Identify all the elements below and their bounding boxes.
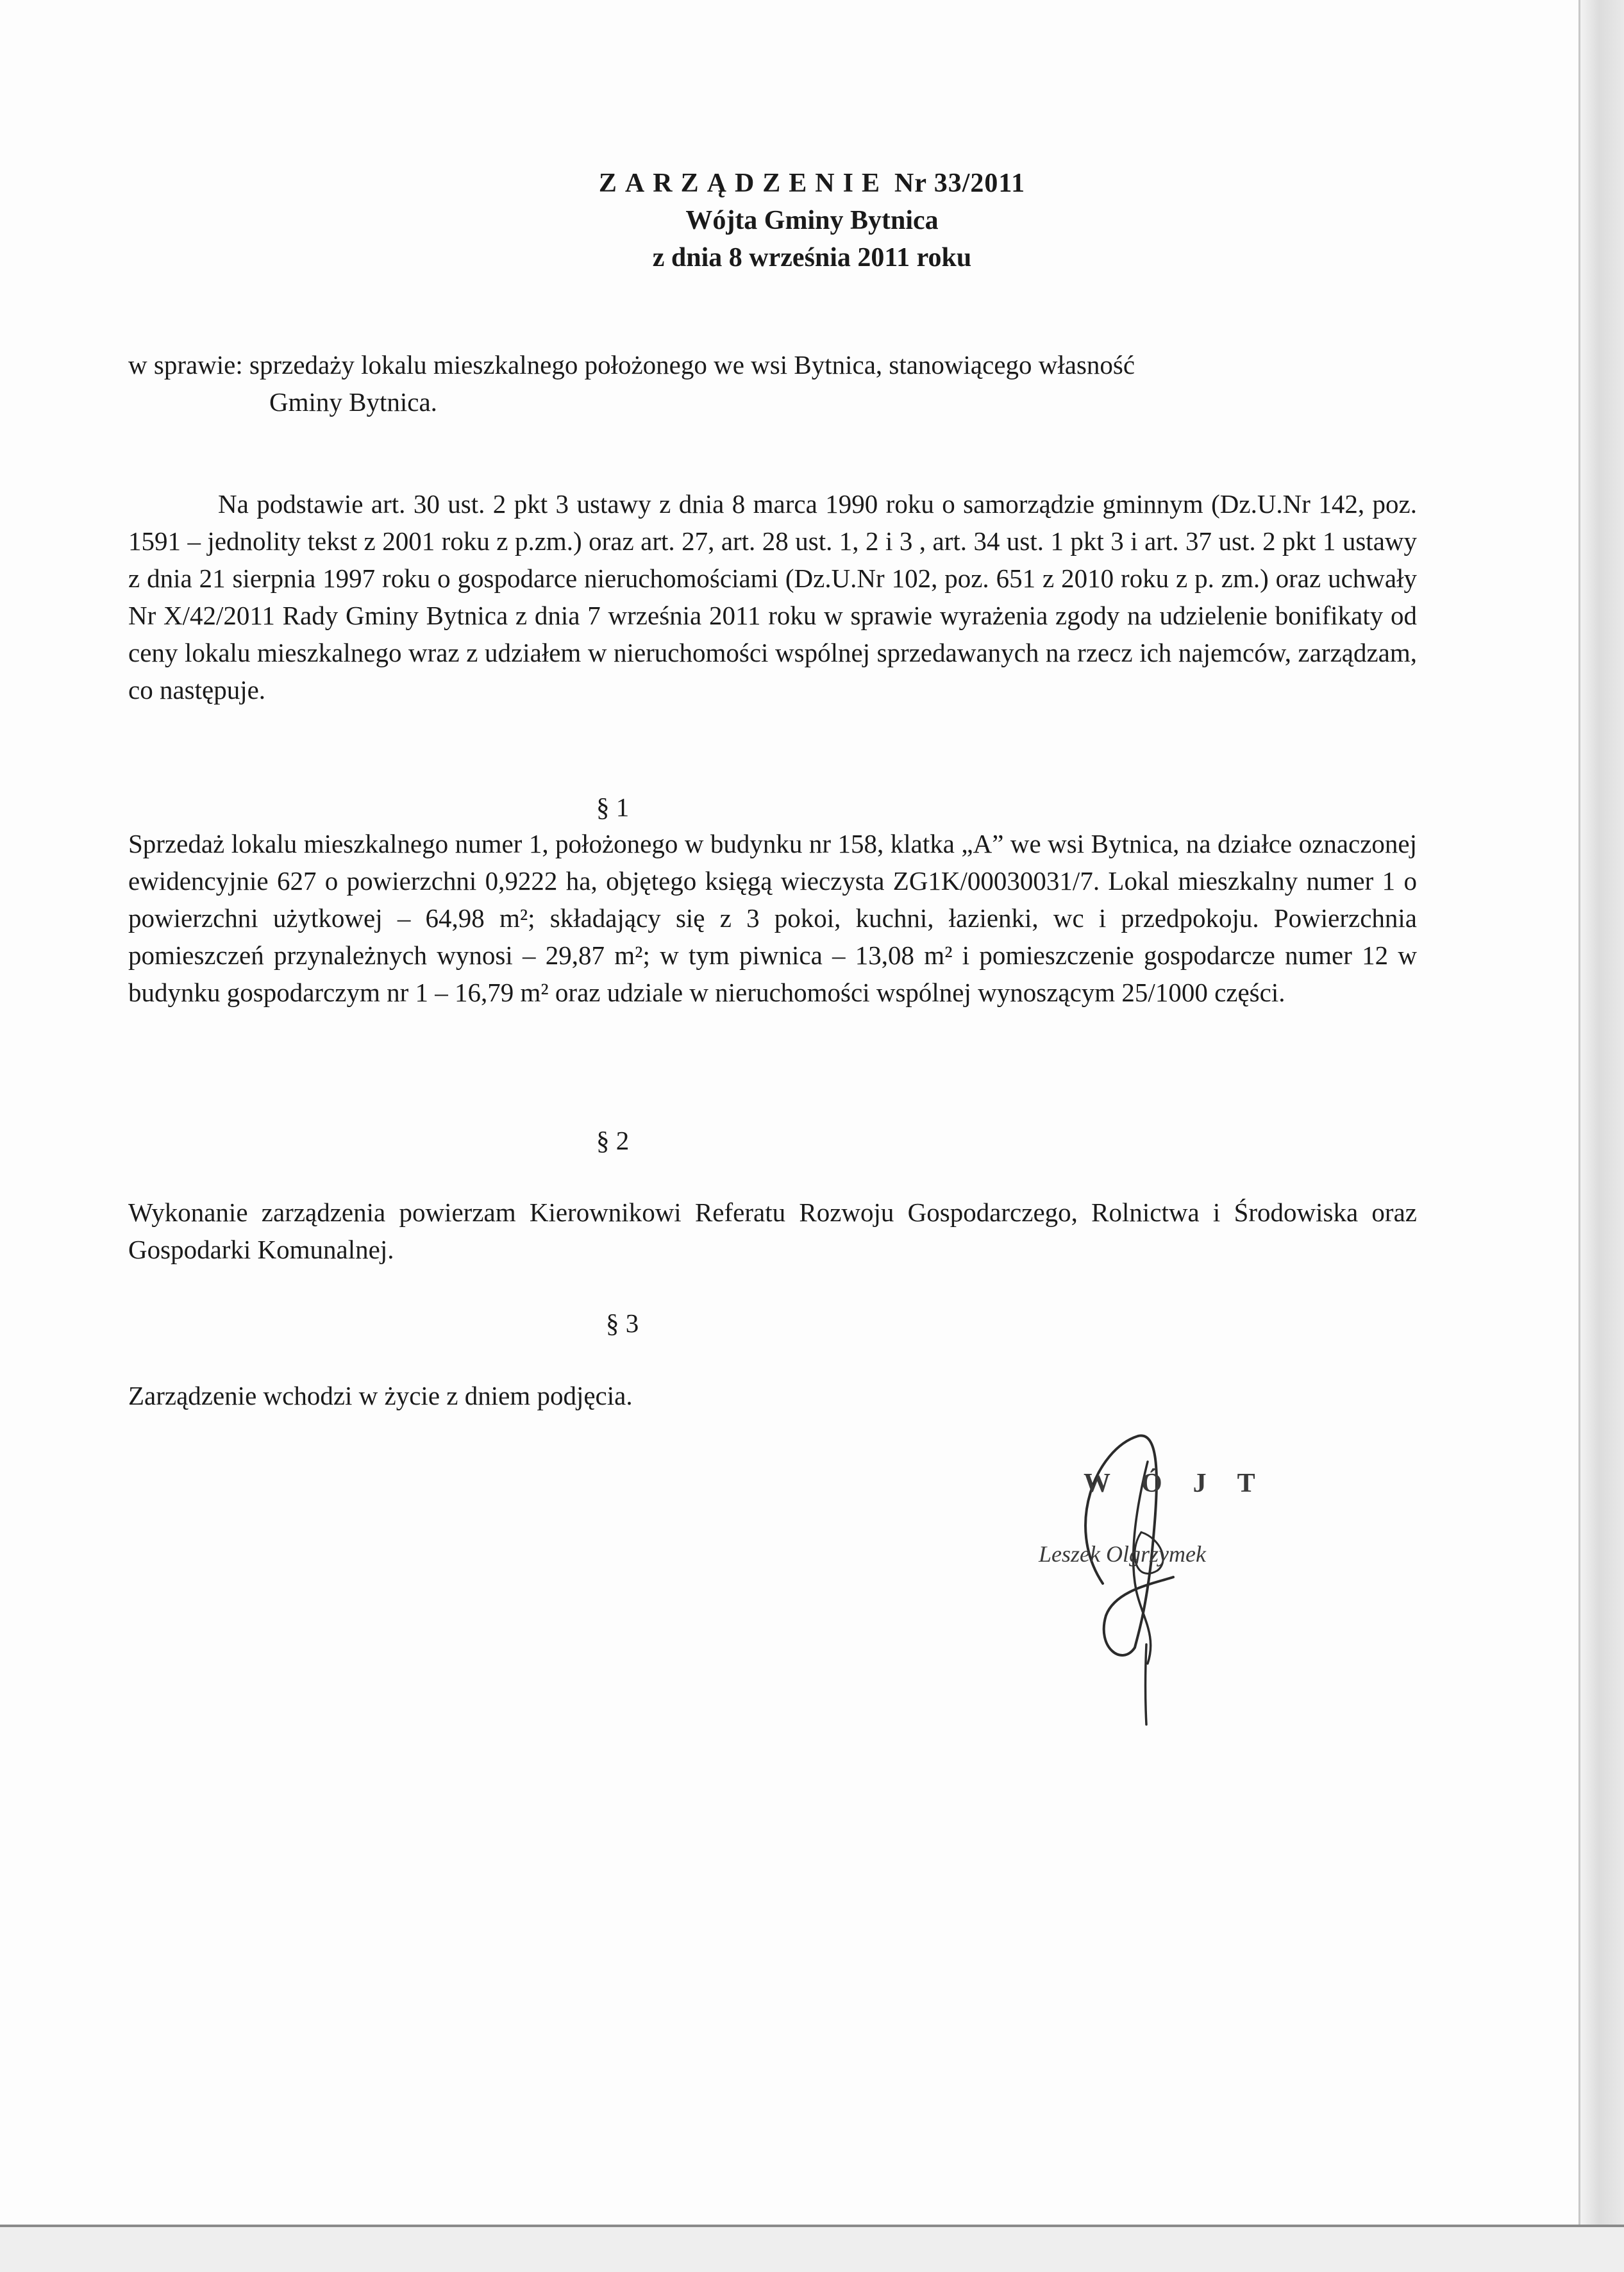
stamp-name: Leszek Olgrzymek — [1039, 1541, 1206, 1567]
subject-line-2: Gminy Bytnica. — [269, 387, 437, 417]
legal-basis-indent — [128, 489, 218, 519]
section-1-mark: § 1 — [596, 792, 630, 822]
legal-basis-paragraph — [128, 485, 1417, 708]
section-2-text: Wykonanie zarządzenia powierzam Kierownikowi Referatu Rozwoju Gospodarczego, Rolnictwa i Środowiska oraz Gospodarki Komunalnej. — [128, 1198, 1417, 1264]
subject-paragraph — [128, 346, 1398, 421]
section-3-mark: § 3 — [606, 1308, 639, 1338]
subject-prefix: w sprawie: — [128, 350, 243, 380]
signature-stamp — [1026, 1423, 1321, 1731]
title-word: ZARZĄDZENIE — [598, 169, 888, 198]
section-2-mark: § 2 — [596, 1126, 630, 1155]
scan-bottom-shade — [0, 2227, 1624, 2272]
section-3-text: Zarządzenie wchodzi w życie z dniem podjęcia. — [128, 1381, 633, 1410]
document-date: z dnia 8 września 2011 roku — [652, 243, 972, 272]
issuing-authority: Wójta Gminy Bytnica — [685, 206, 939, 235]
subject-line-1: sprzedaży lokalu mieszkalnego położonego we wsi Bytnica, stanowiącego własność — [249, 350, 1135, 380]
scan-edge-line — [1578, 0, 1580, 2272]
legal-basis-text: Na podstawie art. 30 ust. 2 pkt 3 ustawy z dnia 8 marca 1990 roku o samorządzie gminnym (Dz.U.Nr 142, poz. 1591 – jednolity tekst z 2001 roku z p.zm.) oraz art. 27, art. 28 ust. 1, 2 i 3 , art. 34 ust. 1 pkt 3 i art. 37 ust. 2 pkt 1 ustawy z dnia 21 sierpnia 1997 roku o gospodarce nieruchomościami (Dz.U.Nr 102, poz. 651 z 2010 roku z p. zm.) oraz uchwały Nr X/42/2011 Rady Gminy Bytnica z dnia 7 września 2011 roku w sprawie wyrażenia zgody na udzielenie bonifikaty od ceny lokalu mieszkalnego wraz z udziałem w nieruchomości wspólnej sprzedawanych na rzecz ich najemców, zarządzam, co następuje. — [128, 489, 1417, 705]
document-title — [0, 167, 1624, 200]
stamp-title: WÓJT — [1084, 1469, 1286, 1498]
title-number: Nr 33/2011 — [894, 169, 1026, 198]
section-1-text: Sprzedaż lokalu mieszkalnego numer 1, położonego w budynku nr 158, klatka „A” we wsi Bytnica, na działce oznaczonej ewidencyjnie 627 o powierzchni 0,9222 ha, objętego księgą wieczysta ZG1K/00030031/7. Lokal mieszkalny numer 1 o powierzchni użytkowej – 64,98 m²; składający się z 3 pokoi, kuchni, łazienki, wc i przedpokoju. Powierzchnia pomieszczeń przynależnych wynosi – 29,87 m²; w tym piwnica – 13,08 m² i pomieszczenie gospodarcze numer 12 w budynku gospodarczym nr 1 – 16,79 m² oraz udziale w nieruchomości wspólnej wynoszącym 25/1000 części. — [128, 829, 1417, 1007]
scan-edge-shadow — [1579, 0, 1624, 2272]
